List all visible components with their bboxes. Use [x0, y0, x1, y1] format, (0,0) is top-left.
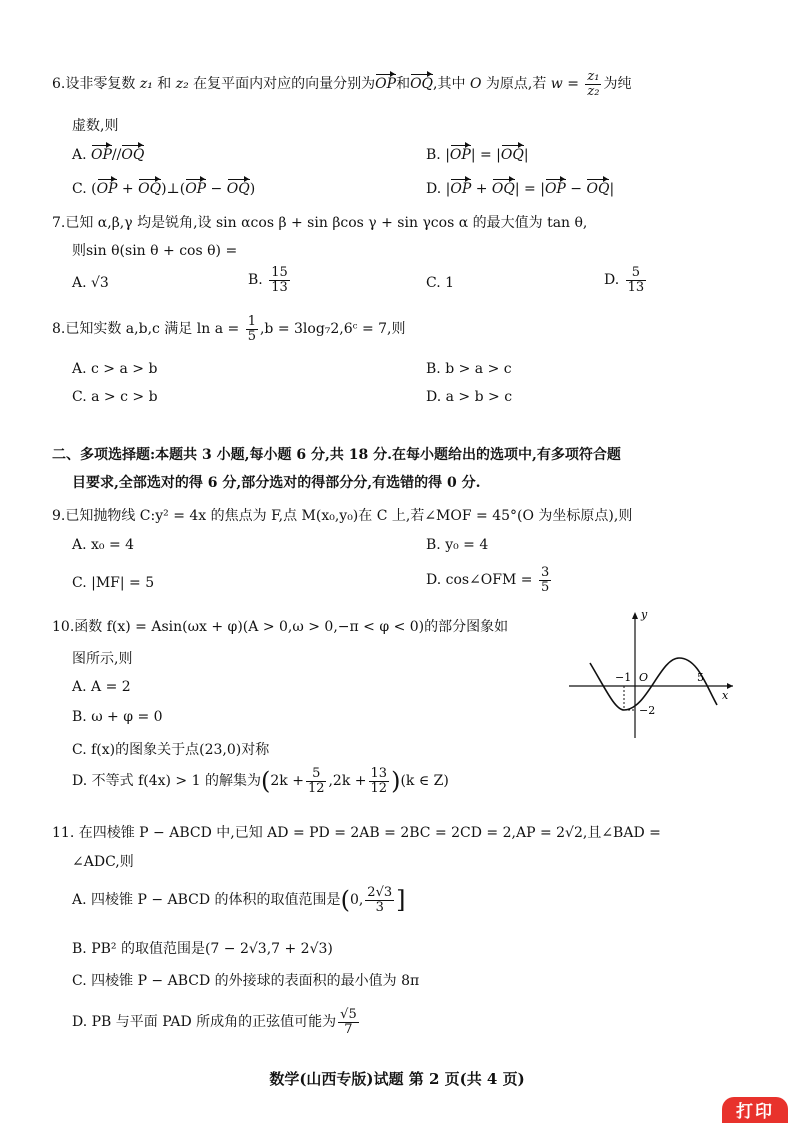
fraction-numerator: 13 — [370, 766, 388, 781]
tick-label-5: 5 — [697, 671, 704, 684]
close-paren: ) — [391, 767, 401, 796]
fraction-numerator: 2√3 — [367, 885, 393, 900]
fraction-numerator: 3 — [540, 565, 550, 580]
q11-option-b: B. PB² 的取值范围是(7 − 2√3,7 + 2√3) — [72, 941, 333, 957]
option-text: 2k + — [270, 773, 304, 790]
fraction-denominator: 5 — [247, 328, 256, 344]
parallel-symbol: // — [111, 147, 122, 163]
q6-option-b — [426, 147, 529, 163]
q6-option-d — [426, 181, 614, 197]
q6-number: 6. — [52, 76, 66, 93]
q11-option-c: C. 四棱锥 P − ABCD 的外接球的表面积的最小值为 8π — [72, 973, 420, 989]
option-text: D. 不等式 f(4x) > 1 的解集为 — [72, 773, 261, 790]
q9-stem: 9.已知抛物线 C:y² = 4x 的焦点为 F,点 M(x₀,y₀)在 C 上,若∠MOF = 45°(O 为坐标原点),则 — [52, 508, 633, 524]
option-text: | — [523, 147, 529, 163]
vector-op: OP — [375, 76, 397, 93]
option-label: C. ( — [72, 181, 97, 197]
sine-curve — [590, 658, 717, 710]
q7-stem-line2: 则sin θ(sin θ + cos θ) = — [72, 243, 238, 259]
vector-op: OP — [450, 181, 472, 197]
q9-option-c: C. |MF| = 5 — [72, 575, 155, 591]
vector-op: OP — [185, 181, 207, 197]
y-axis-arrow — [632, 612, 638, 619]
q9-option-a: A. x₀ = 4 — [72, 537, 135, 553]
fraction-numerator: √5 — [340, 1007, 357, 1022]
x-axis-label: x — [722, 689, 729, 702]
fraction-numerator: 5 — [626, 266, 647, 281]
option-label: D. — [604, 272, 620, 289]
vector-op: OP — [96, 181, 118, 197]
q8-option-a: A. c > a > b — [72, 361, 158, 377]
q10-option-b: B. ω + φ = 0 — [72, 709, 163, 725]
option-text: )⊥( — [161, 181, 186, 197]
vector-oq: OQ — [138, 181, 162, 197]
page-footer: 数学(山西专版)试题 第 2 页(共 4 页) — [269, 1070, 525, 1088]
q8-text: ,b = 3log₇2,6ᶜ = 7,则 — [259, 321, 406, 338]
fraction-denominator: 3 — [375, 899, 384, 915]
q7-option-d — [604, 266, 648, 294]
fraction-denominator: 5 — [540, 579, 550, 595]
fraction-denominator: 12 — [370, 780, 388, 796]
q9-option-b: B. y₀ = 4 — [426, 537, 489, 553]
q6-text: 在复平面内对应的向量分别为 — [193, 76, 376, 93]
tick-label-neg1: −1 — [615, 671, 632, 684]
section-heading-line1: 二、多项选择题:本题共 3 小题,每小题 6 分,共 18 分.在每小题给出的选项中,有多项符合题 — [52, 447, 621, 463]
q8-option-d: D. a > b > c — [426, 389, 513, 405]
q6-text: 为纯 — [603, 76, 632, 93]
option-label: D. cos∠OFM = — [426, 572, 533, 589]
q6-w: w — [550, 76, 563, 93]
q10-stem-line1: 10.函数 f(x) = Asin(ωx + φ)(A > 0,ω > 0,−π < φ < 0)的部分图象如 — [52, 619, 509, 635]
q8-fraction — [246, 315, 258, 343]
fraction-denominator: 7 — [344, 1021, 353, 1037]
fraction-numerator: 5 — [306, 767, 327, 782]
vector-oq: OQ — [121, 147, 145, 163]
option-label: B. — [248, 272, 263, 289]
tick-label-neg2: −2 — [639, 704, 656, 717]
q10-option-d — [72, 767, 449, 795]
origin-label: O — [639, 671, 649, 684]
fraction-numerator: z₁ — [587, 69, 600, 84]
q6-option-c — [72, 181, 255, 197]
q6-text: 为原点,若 — [485, 76, 547, 93]
q11-stem-line2: ∠ADC,则 — [72, 854, 134, 870]
option-text: − — [206, 181, 227, 197]
option-text: + — [471, 181, 492, 197]
q6-fraction — [585, 70, 601, 98]
fraction-numerator: 15 — [271, 265, 288, 280]
fraction-denominator: 13 — [271, 279, 288, 295]
fraction-denominator: z₂ — [587, 83, 600, 99]
q6-stem-line1 — [52, 70, 631, 98]
open-paren: ( — [340, 886, 350, 915]
fraction-denominator: 13 — [627, 279, 645, 295]
q7-stem-line1: 7.已知 α,β,γ 均是锐角,设 sin αcos β + sin βcos γ + sin γcos α 的最大值为 tan θ, — [52, 215, 588, 231]
option-text: | = | — [514, 181, 545, 197]
option-text: | = | — [470, 147, 501, 163]
q6-text: 和 — [157, 76, 172, 93]
q8-text: 8.已知实数 a,b,c 满足 ln a = — [52, 321, 240, 338]
q8-option-c: C. a > c > b — [72, 389, 158, 405]
open-paren: ( — [260, 767, 271, 796]
q7-b-fraction — [269, 266, 290, 294]
q7-option-c: C. 1 — [426, 275, 455, 291]
q6-text: ,其中 — [433, 76, 466, 93]
q8-stem — [52, 315, 406, 343]
q7-option-a: A. √3 — [72, 275, 109, 291]
q6-text: 设非零复数 — [65, 76, 136, 93]
option-text: (k ∈ Z) — [400, 773, 449, 790]
vector-op: OP — [449, 147, 471, 163]
q11-option-a — [72, 886, 406, 914]
q10-d-frac1 — [306, 767, 327, 795]
q9-option-d — [426, 566, 553, 594]
vector-oq: OQ — [410, 76, 434, 93]
option-text: A. 四棱锥 P − ABCD 的体积的取值范围是 — [72, 892, 341, 909]
q10-stem-line2: 图所示,则 — [72, 651, 133, 667]
option-label: B. | — [426, 147, 450, 163]
option-label: A. — [72, 147, 87, 163]
vector-op: OP — [544, 181, 566, 197]
q10-option-c: C. f(x)的图象关于点(23,0)对称 — [72, 742, 270, 758]
q6-text: 和 — [396, 76, 411, 93]
option-text: D. PB 与平面 PAD 所成角的正弦值可能为 — [72, 1014, 337, 1031]
option-text: | — [609, 181, 615, 197]
section-heading-line2: 目要求,全部选对的得 6 分,部分选对的得部分分,有选错的得 0 分. — [72, 475, 481, 491]
q11-option-d — [72, 1008, 361, 1036]
q10-function-graph — [565, 608, 740, 743]
q8-option-b: B. b > a > c — [426, 361, 512, 377]
q6-z2: z₂ — [175, 76, 189, 93]
vector-oq: OQ — [491, 181, 515, 197]
q10-option-a: A. A = 2 — [72, 679, 131, 695]
close-bracket: ] — [396, 886, 406, 915]
fraction-numerator: 1 — [247, 314, 256, 329]
q6-z1: z₁ — [139, 76, 153, 93]
option-label: D. | — [426, 181, 451, 197]
option-text: 0, — [349, 892, 364, 909]
q6-option-a — [72, 147, 144, 163]
vector-oq: OQ — [586, 181, 610, 197]
fraction-denominator: 12 — [307, 780, 325, 796]
q11-d-fraction — [338, 1008, 359, 1036]
q10-d-frac2 — [369, 767, 390, 795]
vector-op: OP — [91, 147, 112, 163]
q11-stem-line1: 11. 在四棱锥 P − ABCD 中,已知 AD = PD = 2AB = 2BC = 2CD = 2,AP = 2√2,且∠BAD = — [52, 825, 661, 841]
print-stamp-button[interactable]: 打印 — [722, 1097, 788, 1123]
q7-d-fraction — [626, 266, 647, 294]
vector-oq: OQ — [226, 181, 250, 197]
option-text: + — [117, 181, 139, 197]
q6-text: = — [562, 76, 579, 93]
vector-oq: OQ — [500, 147, 524, 163]
q6-stem-line2: 虚数,则 — [72, 118, 119, 134]
option-text: ) — [249, 181, 256, 197]
q9-d-fraction — [539, 566, 551, 594]
q7-option-b — [248, 266, 292, 294]
option-text: − — [565, 181, 587, 197]
y-axis-label: y — [641, 608, 648, 621]
q6-origin: O — [469, 76, 482, 93]
q11-a-fraction — [365, 886, 394, 914]
option-text: ,2k + — [328, 773, 367, 790]
